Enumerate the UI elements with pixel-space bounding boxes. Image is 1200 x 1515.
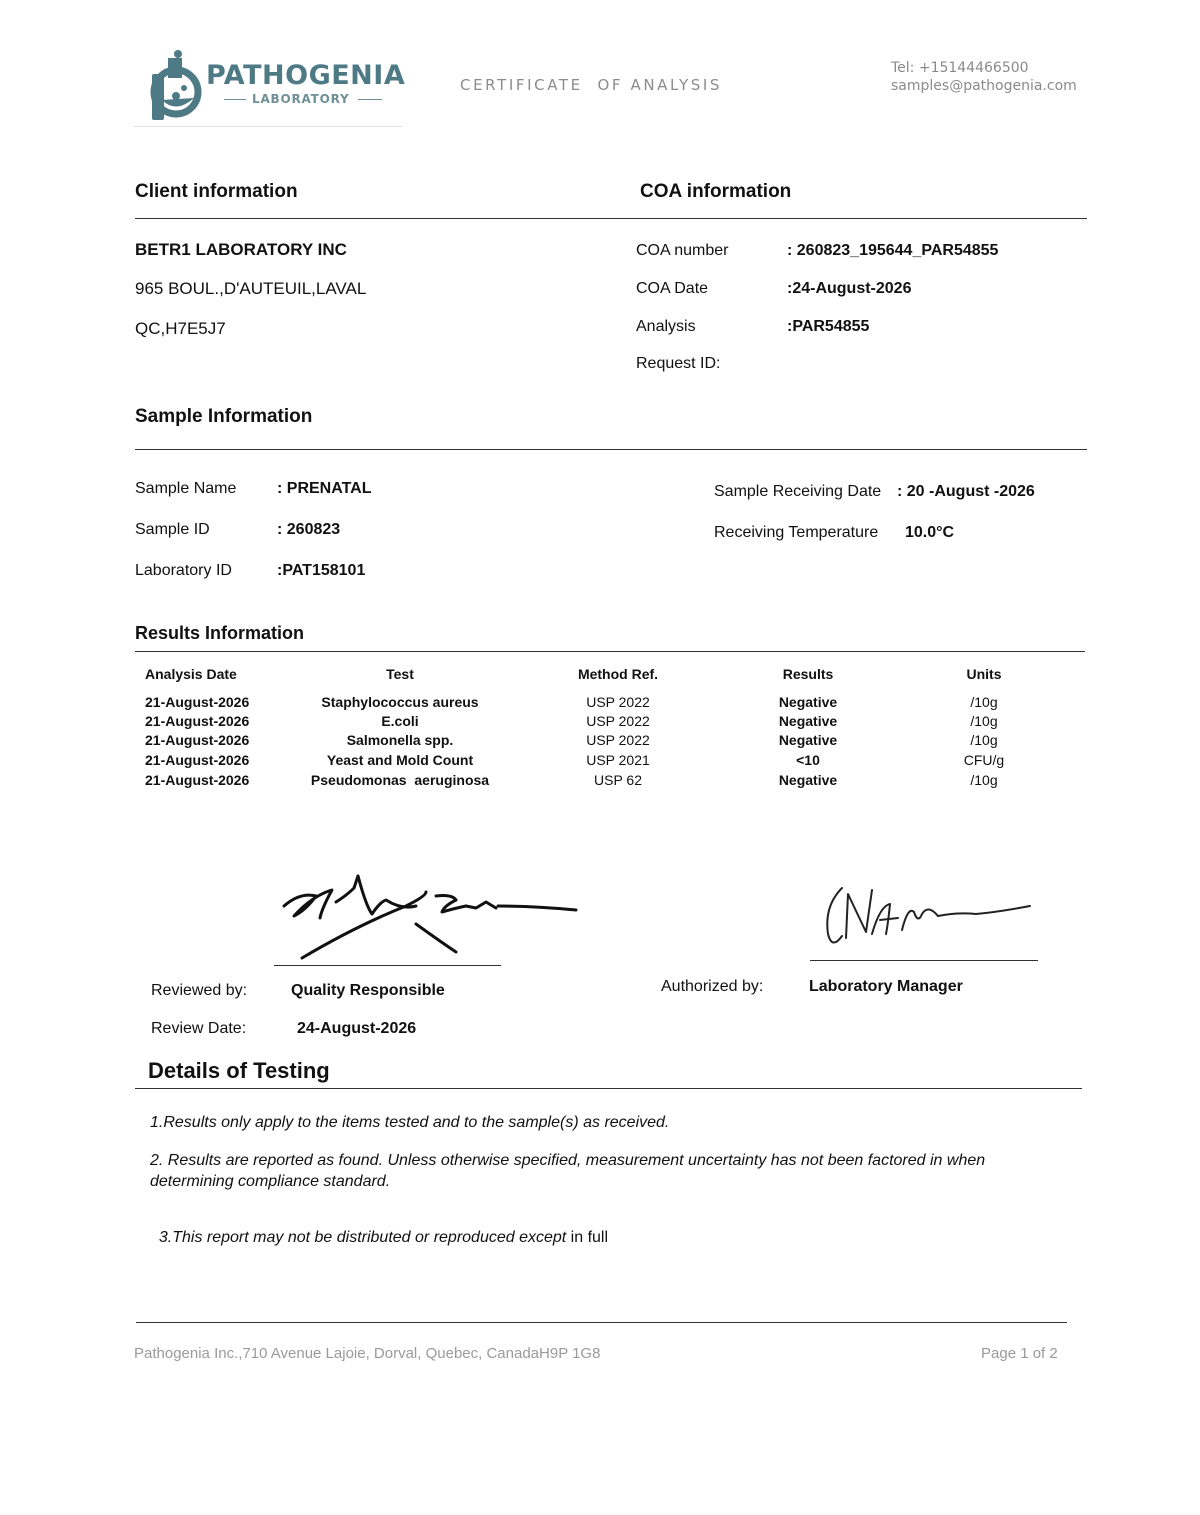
reviewed-by-label: Reviewed by: <box>151 982 248 999</box>
row-analysis-date: 21-August-2026 <box>145 752 250 768</box>
col-header-units: Units <box>966 666 1002 682</box>
row-result: <10 <box>796 752 820 768</box>
col-header-method-ref: Method Ref. <box>577 666 659 682</box>
authorizer-signature <box>818 876 1038 956</box>
row-unit: /10g <box>970 732 998 748</box>
reviewed-by-value: Quality Responsible <box>291 982 445 999</box>
receiving-date-label: Sample Receiving Date <box>714 483 882 500</box>
table-row <box>0 713 1200 732</box>
document-title: CERTIFICATE OF ANALYSIS <box>460 76 723 94</box>
company-logo <box>134 44 406 128</box>
details-note-3-normal: in full <box>566 1229 609 1246</box>
details-note-1: 1.Results only apply to the items tested and to the sample(s) as received. <box>150 1114 670 1131</box>
details-note-3 <box>150 1211 608 1247</box>
row-unit: /10g <box>970 713 998 729</box>
authorized-by-value: Laboratory Manager <box>809 978 963 995</box>
table-row <box>0 752 1200 771</box>
row-analysis-date: 21-August-2026 <box>145 732 250 748</box>
flask-logo-icon <box>142 48 206 124</box>
row-method: USP 62 <box>594 772 642 788</box>
row-test: Pseudomonas aeruginosa <box>310 772 490 788</box>
details-note-3-italic: 3.This report may not be distributed or reproduced except <box>158 1229 567 1246</box>
row-result: Negative <box>778 694 838 710</box>
row-test: Salmonella spp. <box>346 732 454 748</box>
coa-number-value: : 260823_195644_PAR54855 <box>787 242 999 259</box>
table-row <box>0 694 1200 713</box>
logo-subtitle: LABORATORY <box>252 92 350 106</box>
divider-details <box>135 1088 1082 1089</box>
col-header-test: Test <box>386 666 414 682</box>
row-unit: /10g <box>970 772 998 788</box>
client-address-line1: 965 BOUL.,D'AUTEUIL,LAVAL <box>135 279 367 298</box>
col-header-analysis-date: Analysis Date <box>145 666 237 682</box>
table-row <box>0 732 1200 751</box>
sample-name-label: Sample Name <box>135 480 237 497</box>
row-method: USP 2022 <box>586 694 650 710</box>
coa-date-value: :24-August-2026 <box>787 280 912 297</box>
receiving-temp-label: Receiving Temperature <box>714 524 879 541</box>
row-test: Yeast and Mold Count <box>326 752 474 768</box>
authorized-by-label: Authorized by: <box>661 978 764 995</box>
row-unit: /10g <box>970 694 998 710</box>
details-note-2-line2: determining compliance standard. <box>150 1173 391 1190</box>
row-result: Negative <box>778 713 838 729</box>
divider-sample <box>135 449 1087 450</box>
row-method: USP 2022 <box>586 732 650 748</box>
row-unit: CFU/g <box>963 752 1005 768</box>
details-heading: Details of Testing <box>148 1058 330 1083</box>
divider-client <box>135 218 1087 219</box>
row-analysis-date: 21-August-2026 <box>145 772 250 788</box>
coa-date-label: COA Date <box>636 280 709 297</box>
footer-address: Pathogenia Inc.,710 Avenue Lajoie, Dorval, Quebec, CanadaH9P 1G8 <box>134 1345 601 1362</box>
table-row <box>0 772 1200 791</box>
sample-id-value: : 260823 <box>277 521 341 538</box>
footer-divider <box>136 1322 1067 1323</box>
row-analysis-date: 21-August-2026 <box>145 713 250 729</box>
contact-tel: Tel: +15144466500 <box>891 60 1029 76</box>
client-address-line2: QC,H7E5J7 <box>135 319 226 338</box>
logo-name: PATHOGENIA <box>206 60 406 91</box>
row-method: USP 2022 <box>586 713 650 729</box>
logo-sub-line-right <box>358 99 382 100</box>
row-test: Staphylococcus aureus <box>321 694 479 710</box>
authorizer-signature-line <box>810 960 1038 961</box>
analysis-value: :PAR54855 <box>787 318 870 335</box>
details-note-2-line1: 2. Results are reported as found. Unless otherwise specified, measurement uncertainty has not been factored in when <box>150 1152 986 1169</box>
coa-number-label: COA number <box>636 242 729 259</box>
coa-info-heading: COA information <box>640 181 792 202</box>
contact-email: samples@pathogenia.com <box>891 78 1077 94</box>
client-name: BETR1 LABORATORY INC <box>135 240 347 259</box>
logo-sub-line-left <box>224 99 246 100</box>
reviewer-signature-line <box>274 965 501 966</box>
review-date-value: 24-August-2026 <box>297 1020 417 1037</box>
reviewer-signature <box>276 866 596 966</box>
receiving-temp-value: 10.0°C <box>905 524 955 541</box>
row-method: USP 2021 <box>586 752 650 768</box>
sample-name-value: : PRENATAL <box>277 480 372 497</box>
receiving-date-value: : 20 -August -2026 <box>897 483 1035 500</box>
laboratory-id-label: Laboratory ID <box>135 562 232 579</box>
request-id-label: Request ID: <box>636 355 721 372</box>
row-analysis-date: 21-August-2026 <box>145 694 250 710</box>
row-test: E.coli <box>381 713 419 729</box>
row-result: Negative <box>778 772 838 788</box>
page-number: Page 1 of 2 <box>981 1345 1058 1362</box>
contact-block <box>891 59 1077 95</box>
client-info-heading: Client information <box>135 181 298 202</box>
logo-underline <box>134 126 402 127</box>
analysis-label: Analysis <box>636 318 696 335</box>
sample-info-heading: Sample Information <box>135 406 313 427</box>
laboratory-id-value: :PAT158101 <box>277 562 366 579</box>
col-header-results: Results <box>782 666 834 682</box>
review-date-label: Review Date: <box>151 1020 247 1037</box>
results-info-heading: Results Information <box>135 623 305 643</box>
row-result: Negative <box>778 732 838 748</box>
sample-id-label: Sample ID <box>135 521 210 538</box>
divider-results <box>135 651 1085 652</box>
